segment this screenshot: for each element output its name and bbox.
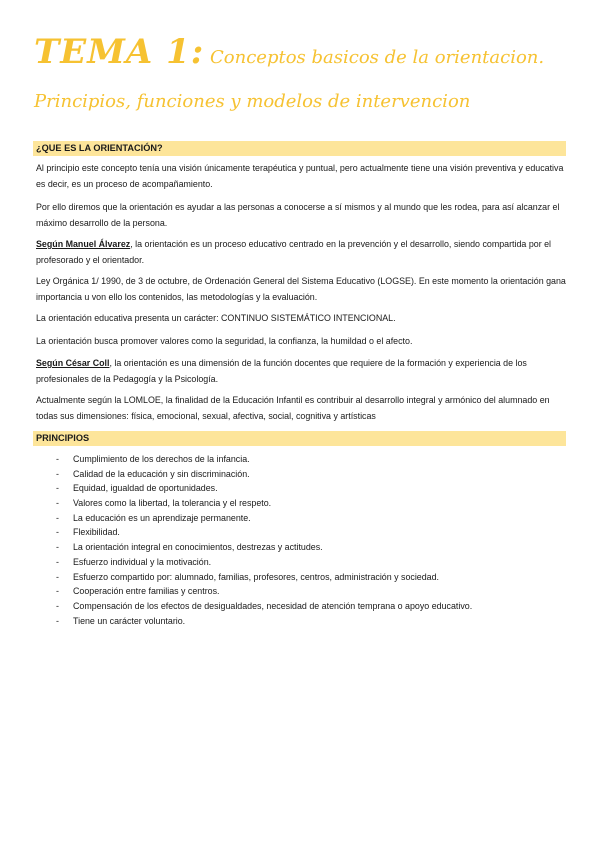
list-item: - Equidad, igualdad de oportunidades. (36, 481, 566, 496)
paragraph-3 (36, 237, 566, 268)
bullet-dash: - (56, 468, 59, 479)
title-topic-name: Conceptos basicos de la orientacion. Principios, funciones y modelos de intervencion (34, 47, 545, 112)
bullet-dash: - (56, 454, 59, 464)
title-topic-number: TEMA 1: (34, 32, 205, 72)
bullet-dash: - (56, 512, 59, 523)
bullet-dash: - (56, 571, 59, 582)
bullet-dash: - (56, 542, 59, 553)
bullet-dash: - (56, 498, 59, 509)
bullet-dash: - (56, 615, 59, 626)
paragraph-5: La orientación educativa presenta un carácter: CONTINUO SISTEMÁTICO INTENCIONAL. (36, 313, 396, 323)
list-item: - Valores como la libertad, la tolerancia y el respeto. (36, 496, 566, 511)
bullet-dash: - (56, 483, 59, 494)
list-item: - La educación es un aprendizaje permanente. (36, 511, 566, 526)
paragraph-7-text: , la orientación es una dimensión de la función docentes que requiere de la formación y experiencia de los profesionales de la Pedagogía y la Psicología. (36, 358, 527, 384)
bullet-dash: - (56, 586, 59, 597)
principles-list (36, 452, 566, 628)
paragraph-2: Por ello diremos que la orientación es ayudar a las personas a conocerse a sí mismos y al mundo que les rodea, para así alcanzar el máximo desarrollo de la persona. (36, 202, 560, 228)
author-cesar-coll: Según César Coll (36, 358, 110, 368)
list-item: - Tiene un carácter voluntario. (36, 614, 566, 629)
paragraph-8: Actualmente según la LOMLOE, la finalidad de la Educación Infantil es contribuir al desarrollo integral y armónico del alumnado en todas sus dimensiones: física, emocional, sexual, afectiva, social, cognitiva y artísticas (36, 395, 550, 421)
list-item: - Compensación de los efectos de desigualdades, necesidad de atención temprana o apoyo educativo. (36, 599, 566, 614)
section-heading-que-es: ¿QUE ES LA ORIENTACIÓN? (33, 141, 566, 156)
bullet-dash: - (56, 556, 59, 567)
paragraph-6: La orientación busca promover valores como la seguridad, la confianza, la humildad o el afecto. (36, 336, 413, 346)
bullet-dash: - (56, 600, 59, 611)
paragraph-1: Al principio este concepto tenía una visión únicamente terapéutica y puntual, pero actualmente tiene una visión preventiva y educativa es decir, es un proceso de acompañamiento. (36, 163, 564, 189)
list-item: - Flexibilidad. (36, 525, 566, 540)
list-item: - La orientación integral en conocimientos, destrezas y actitudes. (36, 540, 566, 555)
document-title (34, 30, 574, 124)
paragraph-3-text: , la orientación es un proceso educativo centrado en la prevención y el desarrollo, siendo compartida por el profesorado y el orientador. (36, 239, 552, 265)
list-item: - Cumplimiento de los derechos de la infancia. (36, 452, 566, 467)
bullet-dash: - (56, 527, 59, 538)
list-item: - Cooperación entre familias y centros. (36, 584, 566, 599)
list-item: - Calidad de la educación y sin discriminación. (36, 467, 566, 482)
list-item: - Esfuerzo compartido por: alumnado, familias, profesores, centros, administración y sociedad. (36, 570, 566, 585)
author-manuel-alvarez: Según Manuel Álvarez (36, 239, 131, 249)
paragraph-4: Ley Orgánica 1/ 1990, de 3 de octubre, de Ordenación General del Sistema Educativo (LOGSE). En este momento la orientación gana importancia u von ello los contenidos, las metodologías y la evaluación. (36, 276, 566, 302)
list-item: - Esfuerzo individual y la motivación. (36, 555, 566, 570)
section-heading-principios: PRINCIPIOS (33, 431, 566, 446)
paragraph-7 (36, 356, 566, 387)
